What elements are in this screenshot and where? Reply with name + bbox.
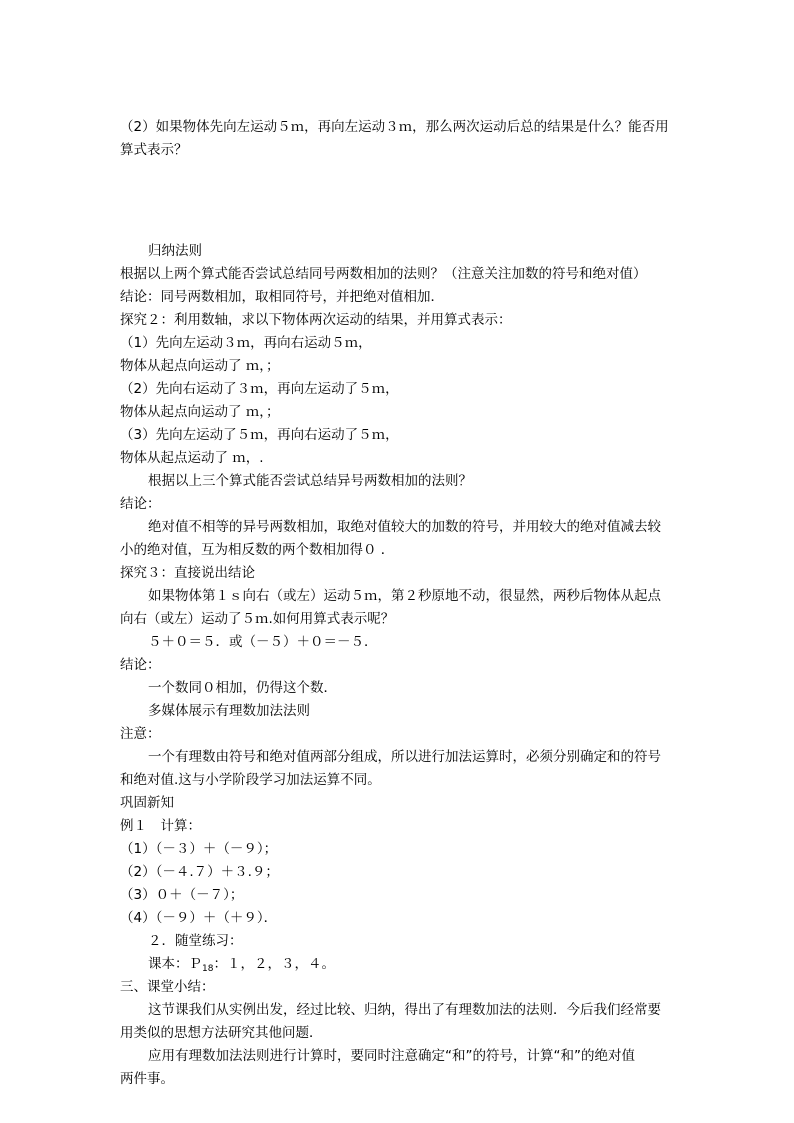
question-2-line-2: 算式表示？	[120, 142, 188, 158]
summary-p2-line-1: 应用有理数加法法则进行计算时，要同时注意确定“和”的符号，计算“和”的绝对值	[148, 1048, 635, 1064]
explore-2-item-3: （3）先向左运动了５ｍ，再向右运动了５ｍ，	[120, 427, 399, 443]
explore-2-prompt: 根据以上三个算式能否尝试总结异号两数相加的法则？	[148, 473, 472, 489]
induction-prompt: 根据以上两个算式能否尝试总结同号两数相加的法则？（注意关注加数的符号和绝对值）	[120, 266, 647, 282]
summary-p1-line-2: 用类似的思想方法研究其他问题．	[120, 1025, 323, 1041]
problem-1: （1）（－３）＋（－９）；	[120, 841, 278, 857]
textbook-exercises	[120, 953, 680, 976]
question-2-block	[120, 116, 680, 162]
practice-heading: ２．随堂练习：	[148, 933, 243, 949]
summary-p1-line-1: 这节课我们从实例出发，经过比较、归纳，得出了有理数加法的法则．今后我们经常要	[148, 1002, 661, 1018]
explore-2-item-2-result: 物体从起点向运动了 ｍ，；	[120, 404, 280, 420]
explore-2-conclusion-line-2: 小的绝对值，互为相反数的两个数相加得０ ．	[120, 542, 395, 558]
explore-2-item-2: （2）先向右运动了３ｍ，再向左运动了５ｍ，	[120, 381, 399, 397]
induction-conclusion: 结论：同号两数相加，取相同符号，并把绝对值相加．	[120, 289, 444, 305]
explore-2-title: 探究２：利用数轴，求以下物体两次运动的结果，并用算式表示：	[120, 312, 512, 328]
consolidate-heading: 巩固新知	[120, 795, 174, 811]
induction-heading: 归纳法则	[148, 243, 202, 259]
note-line-1: 一个有理数由符号和绝对值两部分组成，所以进行加法运算时，必须分别确定和的符号	[148, 749, 661, 765]
note-line-2: 和绝对值.这与小学阶段学习加法运算不同。	[120, 772, 381, 788]
explore-2-item-1: （1）先向左运动３ｍ，再向右运动５ｍ，	[120, 335, 372, 351]
explore-3-formula: ５＋０＝５．或（－５）＋０＝－５．	[148, 634, 378, 650]
textbook-prefix: 课本：Ｐ	[148, 956, 202, 972]
explore-3-conclusion: 一个数同０相加，仍得这个数．	[148, 680, 337, 696]
explore-3-para-line-1: 如果物体第１ｓ向右（或左）运动５ｍ，第２秒原地不动，很显然，两秒后物体从起点	[148, 588, 661, 604]
summary-heading: 三、课堂小结：	[120, 979, 215, 995]
note-label: 注意：	[120, 726, 161, 742]
example-1: 例１ 计算：	[120, 818, 201, 834]
summary-p2-line-2: 两件事。	[120, 1071, 174, 1087]
textbook-page-subscript: 18	[202, 964, 214, 974]
problem-4: （4）（－９）＋（＋９）．	[120, 910, 278, 926]
problem-2: （2）（－４.７）＋３.９；	[120, 864, 279, 880]
explore-2-item-1-result: 物体从起点向运动了 ｍ，；	[120, 358, 280, 374]
problem-3: （3）０＋（－７）；	[120, 887, 244, 903]
explore-3-para-line-2: 向右（或左）运动了５ｍ.如何用算式表示呢？	[120, 611, 395, 627]
explore-3-multimedia: 多媒体展示有理数加法法则	[148, 703, 310, 719]
explore-3-title: 探究３：直接说出结论	[120, 565, 255, 581]
explore-2-conclusion-label: 结论：	[120, 496, 161, 512]
question-2-line-1: （2）如果物体先向左运动５ｍ，再向左运动３ｍ，那么两次运动后总的结果是什么？能否用	[120, 119, 669, 135]
textbook-suffix: ：１，２，３，４。	[213, 956, 335, 972]
explore-2-conclusion-line-1: 绝对值不相等的异号两数相加，取绝对值较大的加数的符号，并用较大的绝对值减去较	[148, 519, 661, 535]
explore-2-item-3-result: 物体从起点运动了 ｍ，.	[120, 450, 264, 466]
explore-3-conclusion-label: 结论：	[120, 657, 161, 673]
main-content-block	[120, 240, 680, 1091]
